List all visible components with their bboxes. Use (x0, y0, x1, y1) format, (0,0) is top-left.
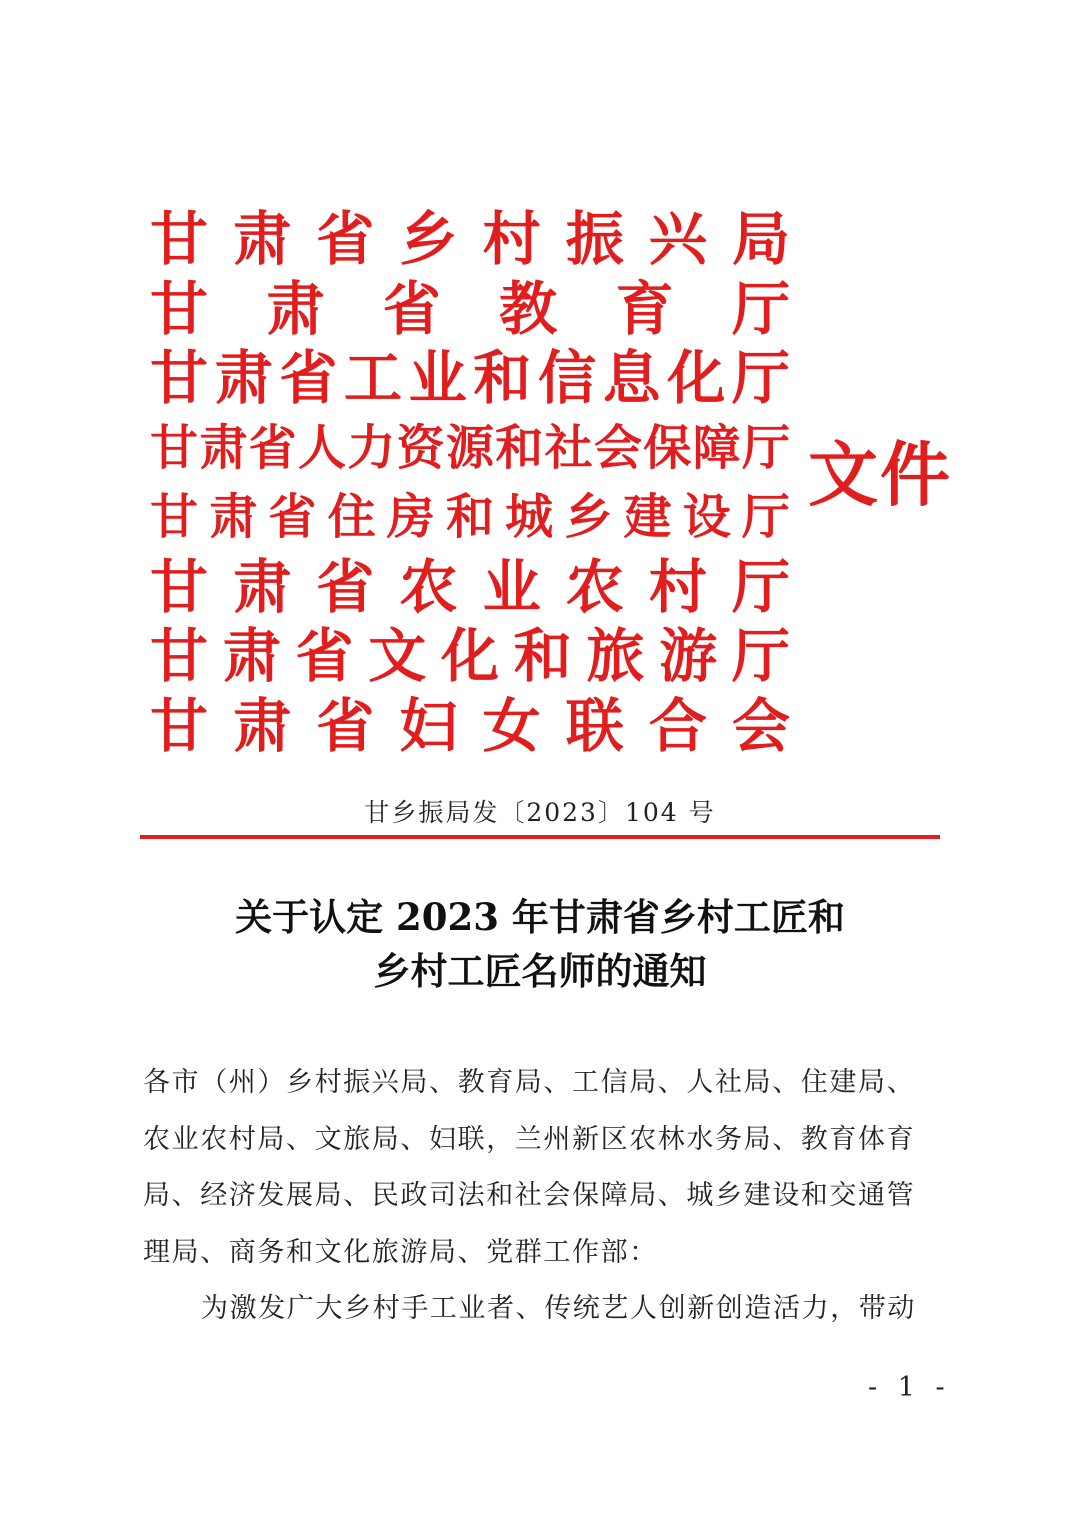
document-body (143, 1055, 943, 1338)
issuer-char: 和 (445, 489, 494, 545)
issuer-char: 肃 (199, 419, 248, 476)
issuer-char: 化 (440, 622, 499, 690)
issuer-char: 业 (482, 552, 541, 621)
issuer-char: 和 (513, 622, 572, 690)
issuer-char: 肃 (222, 622, 281, 690)
issuer-char: 肃 (266, 274, 325, 343)
issuer-char: 建 (623, 489, 672, 545)
addressee-line: 农业农村局、文旅局、妇联，兰州新区农林水务局、教育体育 (143, 1123, 916, 1155)
addressee-line: 各市（州）乡村振兴局、教育局、工信局、人社局、住建局、 (143, 1067, 916, 1098)
addressee-line: 局、经济发展局、民政司法和社会保障局、城乡建设和交通管 (143, 1180, 916, 1211)
issuer-char: 会 (593, 419, 642, 476)
issuer-char: 城 (505, 489, 554, 545)
issuer-char: 息 (602, 344, 661, 412)
issuer-line (150, 622, 790, 690)
issuer-line (150, 483, 790, 551)
issuer-char: 乡 (564, 489, 613, 545)
issuer-char: 甘 (150, 205, 209, 273)
issuer-char: 社 (544, 419, 593, 476)
issuer-char: 资 (396, 419, 445, 476)
issuing-authorities (150, 205, 790, 761)
issuer-char: 省 (279, 344, 338, 412)
issuer-char: 妇 (399, 691, 458, 760)
issuer-char: 甘 (150, 274, 209, 343)
issuer-char: 联 (565, 691, 624, 760)
issuer-line (150, 692, 790, 760)
issuer-char: 会 (731, 691, 790, 760)
title-line-2: 乡村工匠名师的通知 (373, 949, 707, 993)
issuer-char: 省 (295, 622, 354, 690)
red-divider (140, 835, 940, 839)
issuer-char: 省 (268, 489, 317, 545)
issuer-char: 厅 (731, 622, 790, 690)
issuer-char: 肃 (214, 344, 273, 412)
issuer-char: 设 (682, 489, 731, 545)
issuer-char: 兴 (648, 205, 707, 273)
issuer-char: 甘 (150, 344, 209, 412)
addressee-line: 理局、商务和文化旅游局、党群工作部： (143, 1236, 658, 1268)
issuer-char: 和 (473, 344, 532, 412)
issuer-char: 振 (565, 205, 624, 273)
issuer-char: 厅 (731, 552, 790, 621)
issuer-char: 工 (343, 344, 402, 412)
issuer-char: 业 (408, 344, 467, 412)
issuer-char: 和 (495, 419, 544, 476)
issuer-char: 信 (537, 344, 596, 412)
issuer-char: 村 (648, 552, 707, 621)
issuer-char: 厅 (731, 344, 790, 412)
document-number: 甘乡振局发〔2023〕104 号 (364, 798, 716, 827)
issuer-char: 甘 (150, 419, 199, 476)
issuer-char: 甘 (150, 622, 209, 690)
document-title (0, 890, 1080, 998)
issuer-char: 甘 (150, 691, 209, 760)
paragraph-start: 为激发广大乡村手工业者、传统艺人创新创造活力，带动 (201, 1293, 916, 1324)
issuer-char: 肃 (233, 552, 292, 621)
issuer-char: 肃 (209, 489, 258, 545)
issuer-char: 源 (445, 419, 494, 476)
title-line-1: 关于认定 2023 年甘肃省乡村工匠和 (235, 895, 845, 939)
document-label: 文件 (808, 433, 952, 516)
issuer-char: 省 (248, 419, 297, 476)
issuer-char: 住 (327, 489, 376, 545)
issuer-line (150, 275, 790, 343)
issuer-char: 厅 (741, 419, 790, 476)
issuer-char: 省 (316, 205, 375, 273)
issuer-char: 省 (316, 552, 375, 621)
issuer-char: 育 (615, 274, 674, 343)
issuer-char: 农 (399, 552, 458, 621)
issuer-char: 甘 (150, 489, 199, 545)
issuer-char: 旅 (586, 622, 645, 690)
issuer-char: 农 (565, 552, 624, 621)
issuer-char: 甘 (150, 552, 209, 621)
issuer-line (150, 553, 790, 621)
issuer-char: 力 (347, 419, 396, 476)
issuer-char: 房 (386, 489, 435, 545)
issuer-char: 女 (482, 691, 541, 760)
issuer-line (150, 344, 790, 412)
issuer-char: 人 (297, 419, 346, 476)
issuer-char: 省 (316, 691, 375, 760)
issuer-char: 化 (667, 344, 726, 412)
issuer-char: 合 (648, 691, 707, 760)
issuer-char: 厅 (741, 489, 790, 545)
issuer-char: 游 (659, 622, 718, 690)
issuer-char: 教 (499, 274, 558, 343)
issuer-char: 文 (368, 622, 427, 690)
issuer-char: 局 (731, 205, 790, 273)
issuer-char: 村 (482, 205, 541, 273)
issuer-char: 障 (692, 419, 741, 476)
issuer-char: 肃 (233, 205, 292, 273)
issuer-char: 保 (643, 419, 692, 476)
page-number: - 1 - (868, 1372, 951, 1403)
issuer-line (150, 414, 790, 482)
issuer-char: 肃 (233, 691, 292, 760)
issuer-char: 省 (382, 274, 441, 343)
issuer-char: 乡 (399, 205, 458, 273)
issuer-char: 厅 (731, 274, 790, 343)
issuer-line (150, 205, 790, 273)
